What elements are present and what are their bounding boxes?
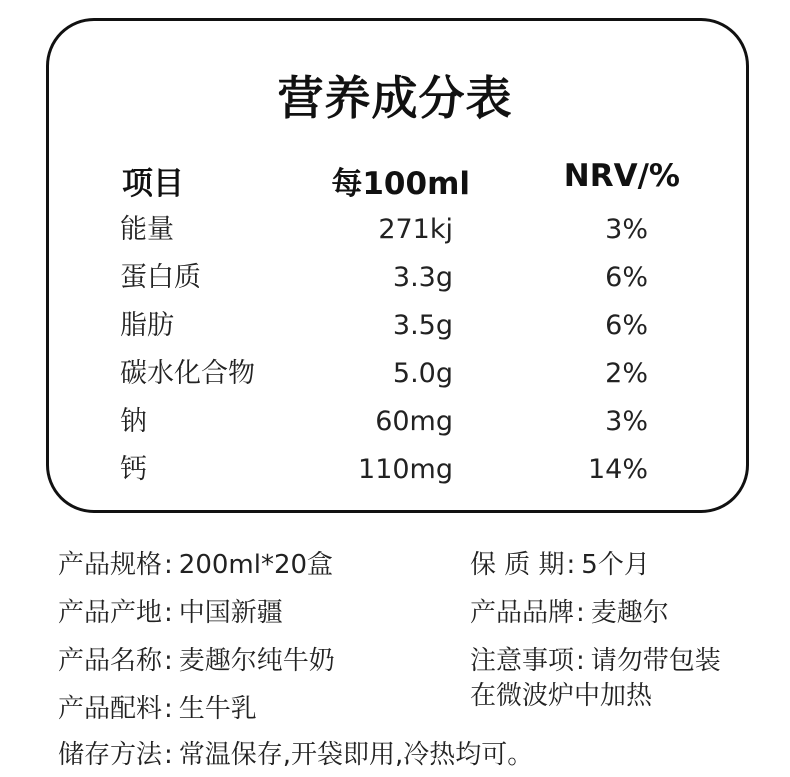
nutrient-per-100ml: 60mg: [375, 406, 453, 437]
nutrient-name: 蛋白质: [120, 262, 201, 293]
info-separator: :: [164, 550, 173, 580]
info-label: 注意事项: [470, 646, 575, 676]
info-separator: :: [576, 646, 585, 676]
table-row: [0, 450, 790, 494]
info-value: 麦趣尔: [590, 598, 669, 628]
info-value: 5个月: [581, 550, 650, 580]
info-value: 生牛乳: [178, 694, 257, 724]
header-per-100ml: 每100ml: [331, 166, 470, 202]
nutrient-name: 碳水化合物: [120, 358, 255, 389]
info-separator: :: [164, 740, 173, 770]
info-value: 在微波炉中加热: [470, 681, 653, 711]
table-row: [0, 306, 790, 350]
nutrient-nrv: 3%: [605, 406, 648, 437]
nutrient-per-100ml: 3.5g: [392, 310, 453, 341]
nutrient-nrv: 6%: [605, 262, 648, 293]
nutrient-per-100ml: 5.0g: [392, 358, 453, 389]
nutrient-nrv: 2%: [605, 358, 648, 389]
nutrient-nrv: 6%: [605, 310, 648, 341]
nutrient-nrv: 14%: [587, 454, 648, 485]
info-value: 200ml*20盒: [178, 550, 334, 580]
info-value: 请勿带包装: [590, 646, 721, 676]
table-row: [0, 354, 790, 398]
info-separator: :: [164, 598, 173, 628]
info-storage: [58, 736, 533, 774]
nutrient-name: 钙: [120, 454, 147, 485]
table-row: [0, 402, 790, 446]
table-row: [0, 258, 790, 302]
info-label: 产品名称: [58, 646, 163, 676]
info-separator: :: [566, 550, 576, 580]
info-value: 麦趣尔纯牛奶: [178, 646, 335, 676]
info-ingredients: [58, 690, 257, 728]
nutrient-name: 能量: [120, 214, 174, 245]
info-separator: :: [164, 646, 173, 676]
table-title: 营养成分表: [277, 71, 513, 125]
nutrient-per-100ml: 3.3g: [392, 262, 453, 293]
info-notice: [470, 642, 721, 680]
info-label: 产品产地: [58, 598, 163, 628]
info-label: 产品品牌: [470, 598, 575, 628]
nutrient-per-100ml: 110mg: [358, 454, 453, 485]
info-separator: :: [576, 598, 585, 628]
info-notice-line2: [470, 677, 652, 715]
header-nrv: NRV/%: [563, 158, 680, 194]
info-value: 中国新疆: [178, 598, 283, 628]
info-value: 常温保存,开袋即用,冷热均可。: [178, 740, 534, 770]
info-label: 储存方法: [58, 740, 163, 770]
nutrient-nrv: 3%: [605, 214, 648, 245]
info-product-name: [58, 642, 335, 680]
info-label: 产品配料: [58, 694, 163, 724]
info-origin: [58, 594, 283, 632]
nutrient-per-100ml: 271kj: [378, 214, 453, 245]
info-brand: [470, 594, 669, 632]
info-separator: :: [164, 694, 173, 724]
header-item: 项目: [122, 166, 184, 202]
info-label: 保 质 期: [470, 550, 565, 580]
info-shelf-life: [470, 546, 650, 584]
nutrient-name: 钠: [120, 406, 147, 437]
info-label: 产品规格: [58, 550, 163, 580]
nutrient-name: 脂肪: [120, 310, 174, 341]
info-spec: [58, 546, 333, 584]
table-row: [0, 210, 790, 254]
